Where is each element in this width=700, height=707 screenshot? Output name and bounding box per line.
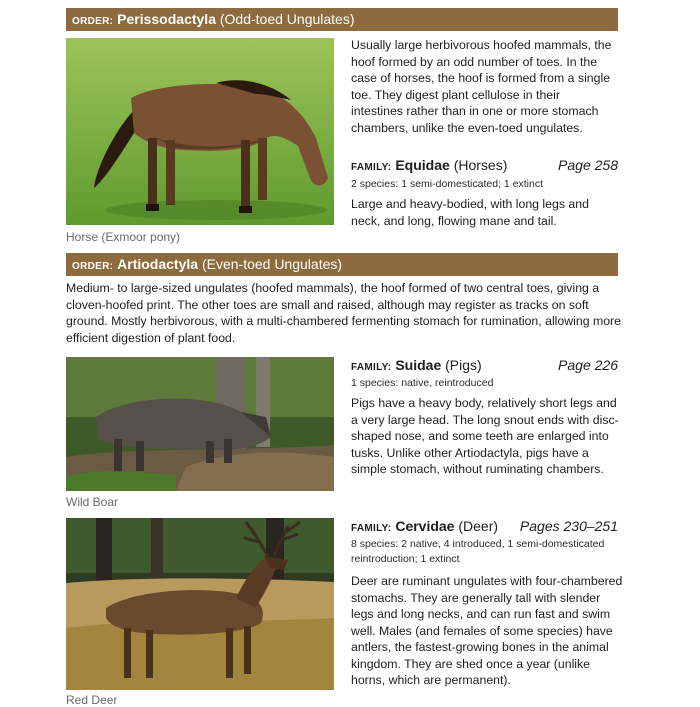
family-heading-equidae (351, 157, 507, 173)
order-common-name: (Odd-toed Ungulates) (219, 11, 355, 27)
family-common-name: (Pigs) (445, 357, 482, 373)
species-count-suidae: 1 species: native, reintroduced (351, 377, 494, 389)
horse-photo-caption: Horse (Exmoor pony) (66, 230, 181, 244)
family-common-name: (Horses) (453, 157, 508, 173)
family-label: FAMILY: (351, 523, 392, 534)
family-heading-suidae (351, 357, 482, 373)
family-label: FAMILY: (351, 162, 392, 173)
family-label: FAMILY: (351, 362, 392, 373)
page-reference-cervidae: Pages 230–251 (519, 518, 618, 534)
wild-boar-photo-caption: Wild Boar (66, 495, 119, 509)
family-description-cervidae: Deer are ruminant ungulates with four-chambered stomachs. They are generally tall with slender legs and long necks, and can run fast and swim well. Males (and females of some species) have antlers, the fastest-growing bones in the animal kingdom. They are shed once a year (unlike horns, which are permanent). (351, 574, 623, 687)
family-name: Suidae (395, 357, 442, 373)
family-name: Equidae (395, 157, 450, 173)
species-count-equidae: 2 species: 1 semi-domesticated; 1 extinct (351, 178, 544, 190)
family-description-suidae: Pigs have a heavy body, relatively short legs and a very large head. The long snout ends with disc-shaped nose, and some teeth are enlarged into tusks. Unlike other Artiodactyla, pigs have a simple stomach, without ruminating chambers. (351, 396, 619, 476)
horse-photo (66, 38, 334, 225)
order-description-perissodactyla: Usually large herbivorous hoofed mammals, the hoof formed by an odd number of toes. In the case of horses, the hoof is formed from a single toe. They digest plant cellulose in their intestines rather than in one or more stomach chambers, unlike the even-toed ungulates. (351, 38, 612, 135)
family-common-name: (Deer) (458, 518, 499, 534)
order-common-name: (Even-toed Ungulates) (201, 256, 343, 272)
page-reference-equidae: Page 258 (558, 157, 618, 173)
order-label: ORDER: (72, 261, 114, 272)
wild-boar-photo (66, 357, 334, 491)
order-label: ORDER: (72, 16, 114, 27)
species-count-cervidae: 8 species: 2 native, 4 introduced, 1 semi-domesticated reintroduction; 1 extinct (351, 538, 605, 565)
red-deer-photo (66, 518, 334, 690)
order-header-perissodactyla (66, 8, 618, 31)
page-reference-suidae: Page 226 (558, 357, 618, 373)
order-header-artiodactyla (66, 253, 618, 276)
family-description-equidae: Large and heavy-bodied, with long legs and neck, and long, flowing mane and tail. (351, 197, 589, 228)
family-heading-cervidae (351, 518, 498, 534)
order-name: Perissodactyla (117, 11, 216, 27)
order-name: Artiodactyla (117, 256, 199, 272)
family-name: Cervidae (395, 518, 455, 534)
order-description-artiodactyla: Medium- to large-sized ungulates (hoofed mammals), the hoof formed of two central toes, giving a cloven-hoofed print. The other toes are small and raised, although may register as tracks on soft ground. Mostly herbivorous, with a multi-chambered fermenting stomach for rumination, allowing more efficient digestion of plant food. (66, 281, 621, 345)
red-deer-photo-caption: Red Deer (66, 693, 118, 707)
